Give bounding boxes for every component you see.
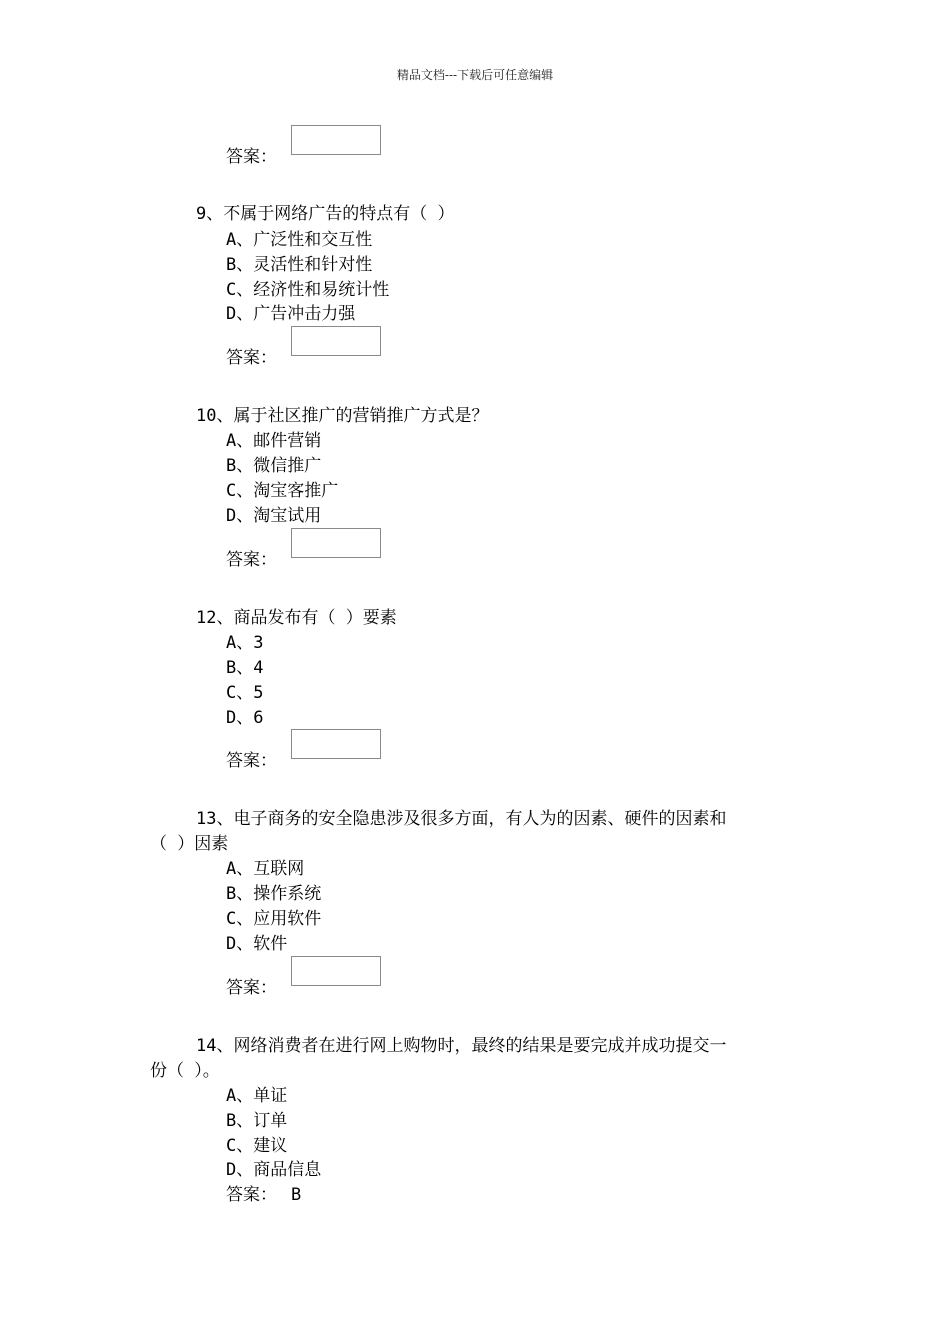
answer-box-q13[interactable] xyxy=(291,956,381,986)
answer-box-q10[interactable] xyxy=(291,528,381,558)
q14-option-c: C、建议 xyxy=(226,1136,288,1156)
q13-option-a: A、互联网 xyxy=(226,859,305,879)
q10-option-c: C、淘宝客推广 xyxy=(226,481,339,501)
q9-option-a: A、广泛性和交互性 xyxy=(226,230,373,250)
q9-option-b: B、灵活性和针对性 xyxy=(226,255,373,275)
answer-box-q9[interactable] xyxy=(291,326,381,356)
q14-option-d: D、商品信息 xyxy=(226,1160,322,1180)
answer-label-q9: 答案： xyxy=(226,348,277,368)
page-header: 精品文档---下载后可任意编辑 xyxy=(396,68,554,82)
q10-option-b: B、微信推广 xyxy=(226,456,322,476)
q12-option-a: A、3 xyxy=(226,633,264,653)
q9-option-c: C、经济性和易统计性 xyxy=(226,280,390,300)
answer-value-q14: B xyxy=(291,1185,302,1205)
question-14-line2: 份（ ）。 xyxy=(150,1061,220,1081)
question-12: 12、商品发布有（ ）要素 xyxy=(196,608,397,628)
answer-label-q10: 答案： xyxy=(226,550,277,570)
q12-option-d: D、6 xyxy=(226,708,264,728)
q13-option-b: B、操作系统 xyxy=(226,884,322,904)
q12-option-c: C、5 xyxy=(226,683,264,703)
answer-label-q14: 答案： xyxy=(226,1185,277,1205)
q13-option-d: D、软件 xyxy=(226,934,288,954)
question-13-line2: （ ）因素 xyxy=(150,834,229,854)
q14-option-b: B、订单 xyxy=(226,1111,288,1131)
q10-option-d: D、淘宝试用 xyxy=(226,506,322,526)
q9-option-d: D、广告冲击力强 xyxy=(226,304,356,324)
answer-box-q8[interactable] xyxy=(291,125,381,155)
answer-box-q12[interactable] xyxy=(291,729,381,759)
answer-label-q8: 答案： xyxy=(226,147,277,167)
question-13-line1: 13、电子商务的安全隐患涉及很多方面，有人为的因素、硬件的因素和 xyxy=(196,809,727,829)
q13-option-c: C、应用软件 xyxy=(226,909,322,929)
q12-option-b: B、4 xyxy=(226,658,264,678)
answer-label-q13: 答案： xyxy=(226,978,277,998)
q14-option-a: A、单证 xyxy=(226,1086,288,1106)
answer-label-q12: 答案： xyxy=(226,751,277,771)
question-9: 9、不属于网络广告的特点有（ ） xyxy=(196,204,455,224)
question-14-line1: 14、网络消费者在进行网上购物时，最终的结果是要完成并成功提交一 xyxy=(196,1036,727,1056)
question-10: 10、属于社区推广的营销推广方式是？ xyxy=(196,406,489,426)
q10-option-a: A、邮件营销 xyxy=(226,431,322,451)
